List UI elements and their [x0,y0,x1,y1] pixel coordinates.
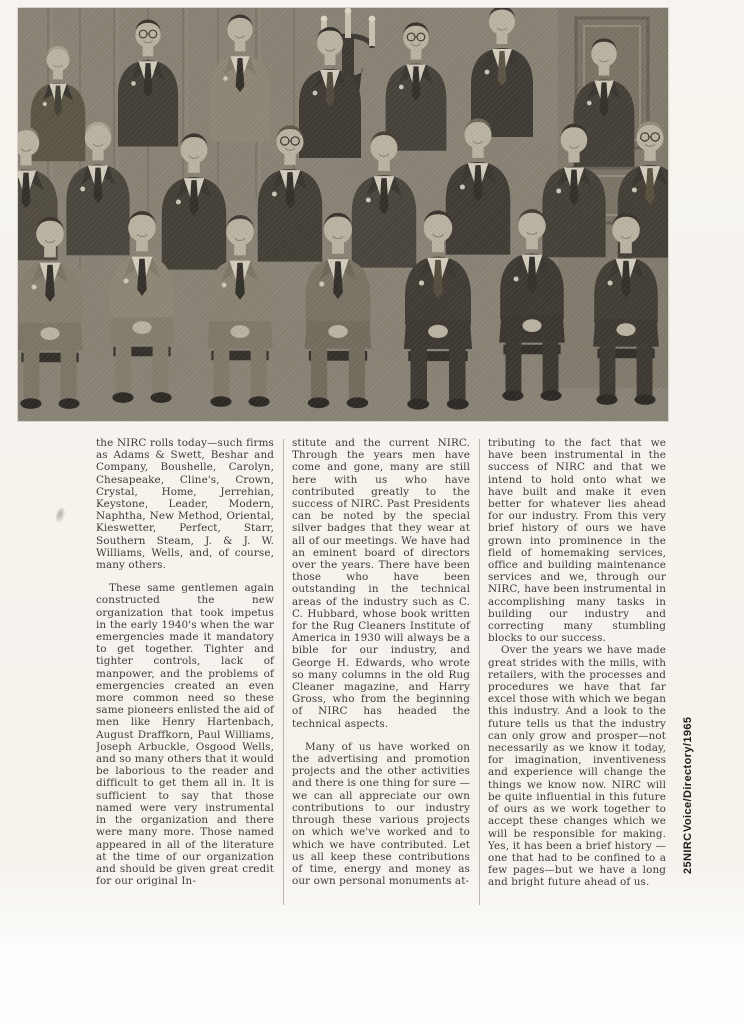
paragraph: Many of us have worked on the advertising and promotion projects and the other activities and there is one thing for sure —we can all appreciate our own contributions to our industry through these various projects on which we've worked and to which we have contributed. Let us all keep these contributions of time, energy and money as our own personal monuments at- [292,740,470,888]
paragraph: stitute and the current NIRC. Through the years men have come and gone, many are still here with us who have contributed greatly to the success of NIRC. Past Presidents can be noted by the special silver badges that they wear at all of our meetings. We have had an eminent board of directors over the years. There have been those who have been outstanding in the technical areas of the industry such as C. C. Hubbard, whose book written for the Rug Cleaners Institute of America in 1930 will always be a bible for our industry, and George H. Edwards, who wrote so many columns in the old Rug Cleaner magazine, and Harry Gross, who from the beginning of NIRC has headed the technical aspects. [292,437,470,730]
paragraph: tributing to the fact that we have been instrumental in the success of NIRC and that we intend to hold onto what we have built and make it even better for whatever lies ahead for our industry. From this very brief history of ours we have grown into prominence in the field of homemaking services, office and building maintenance services and we, through our NIRC, have been instrumental in accomplishing many tasks in building our industry and correcting many stumbling blocks to our success. [488,437,666,645]
paragraph: Over the years we have made great strides with the mills, with retailers, with the processes and procedures we have that far excel those with which we began this industry. And a look to the future tells us that the industry can only grow and prosper—not necessarily as we know it today, for imagination, inventiveness and experience will change the things we know now. NIRC will be quite influential in this future of ours as we work together to accept these changes which we will be responsible for making. Yes, it has been a brief history —one that had to be confined to a few pages—but we have a long and bright future ahead of us. [488,644,666,889]
page-number: 25 [682,860,694,874]
article-column-1 [96,437,274,909]
column-rule [479,439,480,905]
paragraph: These same gentlemen again constructed the new organization that took impetus in the early 1940's when the war emergencies made it mandatory to get together. Tighter and tighter controls, lack of manpower, and the problems of emergencies created an even more common need so these same pioneers enlisted the aid of men like Henry Hartenbach, August Draffkorn, Paul Williams, Joseph Arbuckle, Osgood Wells, and so many others that it would be laborious to the reader and difficult to get them all in. It is sufficient to say that those named were very instrumental in the organization and there were many more. Those named appeared in all of the literature at the time of our organization and should be given great credit for our original In- [96,582,274,888]
photo-grain [18,8,668,421]
paragraph: the NIRC rolls today—such firms as Adams & Swett, Beshar and Company, Boushelle, Carolyn, Chesapeake, Cline's, Crown, Crystal, Home, Jerrehian, Keystone, Leader, Modern, Naphtha, New Method, Oriental, Kieswetter, Perfect, Starr, Southern Steam, J. & J. W. Williams, Wells, and, of course, many others. [96,437,274,572]
article-column-2 [292,437,470,909]
column-rule [283,439,284,905]
group-photo [18,8,668,421]
article-column-3 [488,437,666,909]
publication-name: NIRC [682,832,694,861]
issue-title: Voice/Directory/1965 [682,717,694,833]
page-folio-vertical [672,696,694,874]
article-text-block [96,437,666,909]
